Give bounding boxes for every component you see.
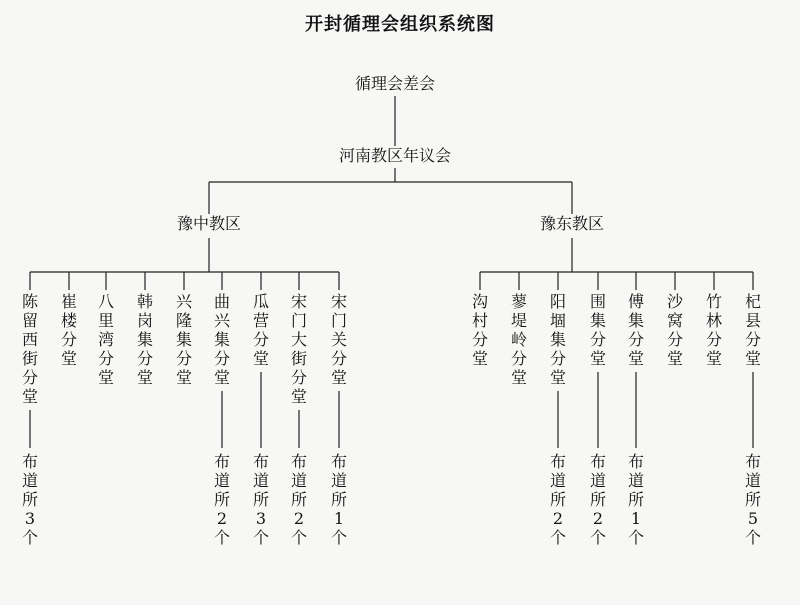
branch-label: 蓼 堤 岭 分 堂 [510, 292, 527, 387]
branch-label: 竹 林 分 堂 [705, 292, 722, 368]
outpost-label: 布 道 所 2 个 [589, 452, 606, 547]
page-title: 开封循理会组织系统图 [305, 14, 495, 35]
branch-label: 围 集 分 堂 [589, 292, 606, 368]
branch-label: 韩 岗 集 分 堂 [136, 292, 153, 387]
outpost-label: 布 道 所 1 个 [627, 452, 644, 547]
branch-label: 曲 兴 集 分 堂 [213, 292, 230, 387]
outpost-label: 布 道 所 5 个 [744, 452, 761, 547]
district-label: 豫东教区 [539, 214, 605, 233]
branch-label: 杞 县 分 堂 [744, 292, 761, 368]
outpost-label: 布 道 所 2 个 [213, 452, 230, 547]
council-label: 河南教区年议会 [338, 146, 452, 165]
branch-label: 崔 楼 分 堂 [60, 292, 77, 368]
branch-label: 陈 留 西 街 分 堂 [21, 292, 38, 406]
branch-label: 沟 村 分 堂 [471, 292, 488, 368]
outpost-label: 布 道 所 2 个 [549, 452, 566, 547]
branch-label: 瓜 营 分 堂 [252, 292, 269, 368]
branch-label: 沙 窝 分 堂 [666, 292, 683, 368]
outpost-label: 布 道 所 3 个 [252, 452, 269, 547]
branch-label: 阳 堌 集 分 堂 [549, 292, 566, 387]
branch-label: 八 里 湾 分 堂 [97, 292, 114, 387]
outpost-label: 布 道 所 1 个 [330, 452, 347, 547]
district-label: 豫中教区 [176, 214, 242, 233]
outpost-label: 布 道 所 3 个 [21, 452, 38, 547]
outpost-label: 布 道 所 2 个 [290, 452, 307, 547]
top-organization-label: 循理会差会 [354, 74, 436, 93]
branch-label: 兴 隆 集 分 堂 [175, 292, 192, 387]
branch-label: 宋 门 大 街 分 堂 [290, 292, 307, 406]
branch-label: 傅 集 分 堂 [627, 292, 644, 368]
branch-label: 宋 门 关 分 堂 [330, 292, 347, 387]
